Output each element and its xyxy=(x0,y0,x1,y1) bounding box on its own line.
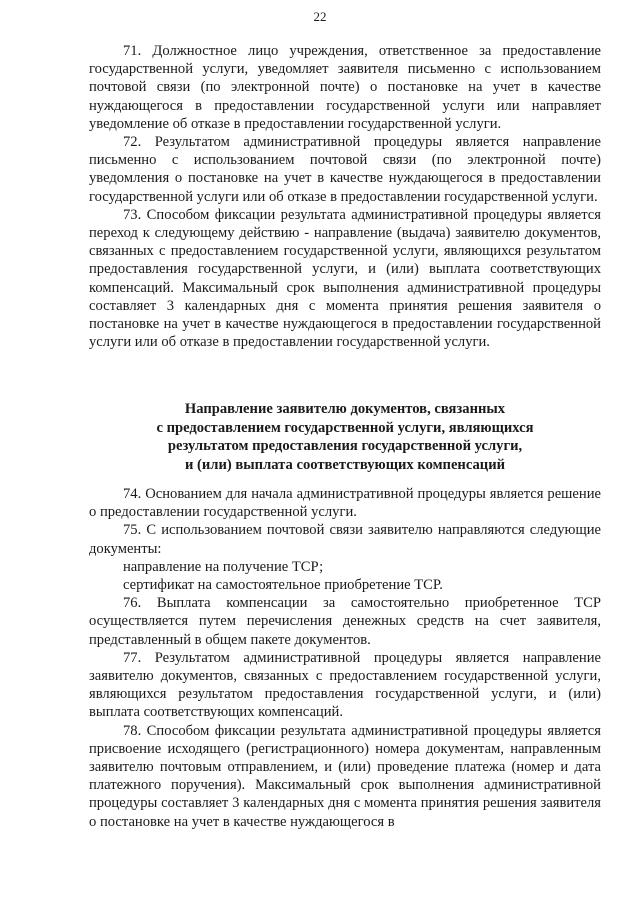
list-item-direction: направление на получение ТСР; xyxy=(123,558,324,575)
list-item-certificate: сертификат на самостоятельное приобретение ТСР. xyxy=(123,577,443,594)
paragraph-76: 76. Выплата компенсации за самостоятельно приобретенное ТСР осуществляется путем перечисления денежных средств на счет заявителя, представленный в общем пакете документов. xyxy=(89,595,601,648)
paragraph-77: 77. Результатом административной процедуры является направление заявителю документов, связанных с предоставлением государственной услуги, являющихся результатом предоставления государственной услуги, и (или) выплата соответствующих компенсаций. xyxy=(89,649,601,721)
page-number: 22 xyxy=(313,9,327,24)
section-heading-line: Направление заявителю документов, связанных xyxy=(184,401,506,417)
top-section xyxy=(89,42,601,351)
paragraph-78: 78. Способом фиксации результата административной процедуры является присвоение исходящего (регистрационного) номера документам, направленным заявителю почтовым отправлением, и (или) проведение платежа (номер и дата платежного поручения). Максимальный срок выполнения административной процедуры составляет 3 календарных дня с момента принятия решения заявителя о постановке на учет в качестве нуждающегося в xyxy=(89,722,601,830)
paragraph-71: 71. Должностное лицо учреждения, ответственное за предоставление государственной услуги, уведомляет заявителя письменно с использованием почтовой связи (по электронной почте) о постановке на учет в качестве нуждающегося в предоставлении государственной услуги или направляет уведомление об отказе в предоставлении государственной услуги. xyxy=(89,43,601,132)
paragraph-74: 74. Основанием для начала административной процедуры является решение о предоставлении государственной услуги. xyxy=(89,486,601,521)
section-heading-line: и (или) выплата соответствующих компенсаций xyxy=(184,456,506,473)
paragraph-73: 73. Способом фиксации результата административной процедуры является переход к следующему действию - направление (выдача) заявителю документов, связанных с предоставлением государственной услуги, являющихся результатом предоставления государственной услуги, и (или) выплата соответствующих компенсаций. Максимальный срок выполнения административной процедуры составляет 3 календарных дня с момента принятия решения заявителя о постановке на учет в качестве нуждающегося в предоставлении государственной услуги или об отказе в предоставлении государственной услуги. xyxy=(89,206,601,351)
section-heading-line: с предоставлением государственной услуги, являющихся xyxy=(156,419,534,436)
section-heading-line: результатом предоставления государственной услуги, xyxy=(167,438,523,454)
section-heading xyxy=(89,400,601,474)
paragraph-72: 72. Результатом административной процедуры является направление письменно с использованием почтовой связи (по электронной почте) уведомления о постановке на учет в качестве нуждающегося в предоставлении государственной услуги или об отказе в предоставлении государственной услуги. xyxy=(89,134,601,205)
bottom-section xyxy=(89,485,601,831)
paragraph-75: 75. С использованием почтовой связи заявителю направляются следующие документы: xyxy=(89,522,601,557)
